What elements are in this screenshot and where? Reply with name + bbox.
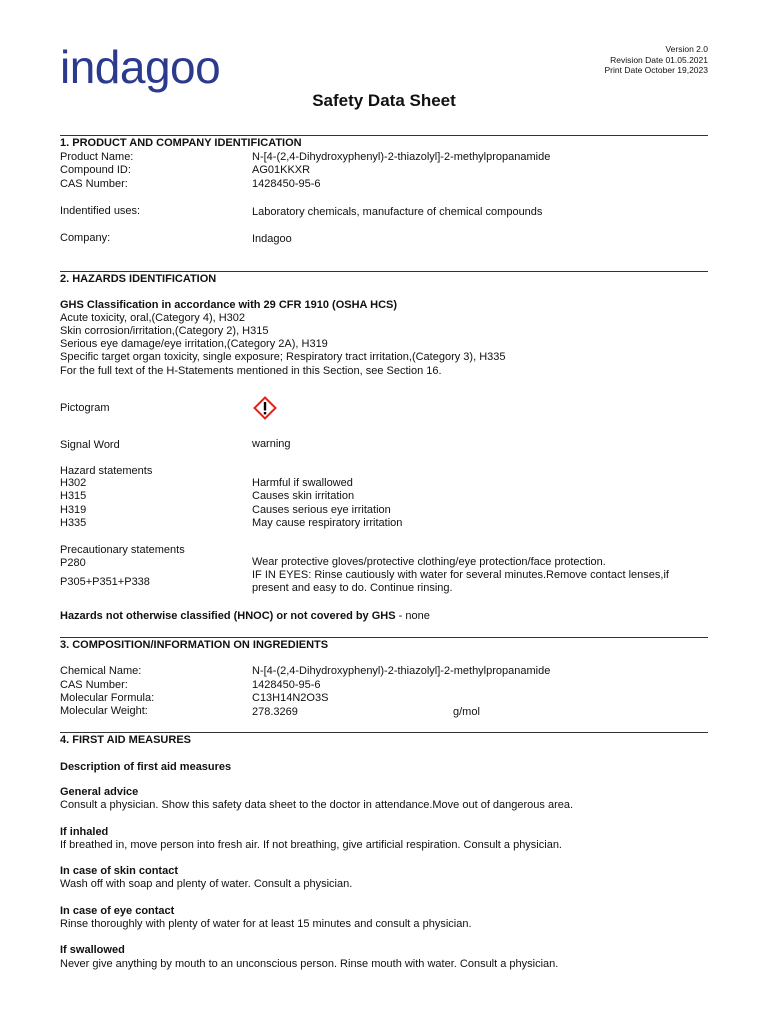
identified-uses-label: Indentified uses: — [60, 205, 141, 217]
hazard-code: H302 — [60, 477, 87, 489]
ghs-line: Specific target organ toxicity, single exposure; Respiratory tract irritation,(Category 3), H335 — [60, 351, 506, 363]
section-3-heading: 3. COMPOSITION/INFORMATION ON INGREDIENTS — [60, 637, 708, 652]
signal-word-value: warning — [252, 438, 291, 450]
ghs-line: For the full text of the H-Statements mentioned in this Section, see Section 16. — [60, 365, 442, 377]
page-title: Safety Data Sheet — [312, 91, 456, 110]
hazard-code: H315 — [60, 490, 87, 502]
first-aid-subheading: General advice — [60, 786, 139, 798]
first-aid-text: Never give anything by mouth to an unconscious person. Rinse mouth with water. Consult a physician. — [60, 958, 559, 970]
section-1-heading: 1. PRODUCT AND COMPANY IDENTIFICATION — [60, 135, 708, 150]
ghs-line: Skin corrosion/irritation,(Category 2), H315 — [60, 325, 269, 337]
chemical-name-value: N-[4-(2,4-Dihydroxyphenyl)-2-thiazolyl]-2-methylpropanamide — [252, 665, 551, 677]
version-text: Version 2.0 — [665, 44, 708, 54]
hazard-text: Causes skin irritation — [252, 490, 355, 502]
hazard-text: May cause respiratory irritation — [252, 517, 403, 529]
hazard-code: H335 — [60, 517, 87, 529]
logo-text: indagoo — [60, 41, 221, 93]
revision-date: Revision Date 01.05.2021 — [610, 54, 708, 65]
product-name-label: Product Name: — [60, 151, 134, 163]
first-aid-subheading: If inhaled — [60, 826, 109, 838]
chemical-name-label: Chemical Name: — [60, 665, 142, 677]
hazard-statements-label: Hazard statements — [60, 465, 153, 477]
ghs-line: Acute toxicity, oral,(Category 4), H302 — [60, 312, 246, 324]
molecular-weight-value: 278.3269 — [252, 706, 298, 718]
hnoc-label: Hazards not otherwise classified (HNOC) or not covered by GHS — [60, 610, 396, 622]
compound-id-label: Compound ID: — [60, 164, 131, 176]
section-4-heading: 4. FIRST AID MEASURES — [60, 732, 708, 747]
ghs-classification-heading: GHS Classification in accordance with 29 CFR 1910 (OSHA HCS) — [60, 299, 398, 311]
hazard-text: Causes serious eye irritation — [252, 504, 391, 516]
precautionary-statements-label: Precautionary statements — [60, 544, 185, 556]
first-aid-text: Rinse thoroughly with plenty of water for at least 15 minutes and consult a physician. — [60, 918, 472, 930]
first-aid-description-heading: Description of first aid measures — [60, 761, 232, 773]
cas-number-label: CAS Number: — [60, 178, 128, 190]
precautionary-code: P305+P351+P338 — [60, 576, 150, 588]
precautionary-text: Wear protective gloves/protective clothing/eye protection/face protection. — [252, 556, 606, 568]
precautionary-text: IF IN EYES: Rinse cautiously with water for several minutes.Remove contact lenses,if — [252, 569, 669, 581]
identified-uses-value: Laboratory chemicals, manufacture of chemical compounds — [252, 206, 543, 218]
molecular-formula-value: C13H14N2O3S — [252, 692, 329, 704]
hazard-text: Harmful if swallowed — [252, 477, 353, 489]
cas-number-value: 1428450-95-6 — [252, 178, 321, 190]
first-aid-subheading: In case of eye contact — [60, 905, 175, 917]
first-aid-text: Consult a physician. Show this safety data sheet to the doctor in attendance.Move out of dangerous area. — [60, 799, 574, 811]
cas-number-label: CAS Number: — [60, 679, 128, 691]
first-aid-text: Wash off with soap and plenty of water. Consult a physician. — [60, 878, 353, 890]
molecular-formula-label: Molecular Formula: — [60, 692, 155, 704]
first-aid-text: If breathed in, move person into fresh air. If not breathing, give artificial respiration. Consult a physician. — [60, 839, 562, 851]
hazard-code: H319 — [60, 504, 87, 516]
exclamation-diamond-icon — [253, 396, 277, 424]
print-date: Print Date October 19,2023 — [604, 65, 708, 75]
first-aid-subheading: In case of skin contact — [60, 865, 178, 877]
first-aid-subheading: If swallowed — [60, 944, 125, 956]
pictogram-label: Pictogram — [60, 402, 110, 414]
cas-number-value: 1428450-95-6 — [252, 679, 321, 691]
company-value: Indagoo — [252, 233, 292, 245]
compound-id-value: AG01KKXR — [252, 164, 311, 176]
precautionary-code: P280 — [60, 557, 86, 569]
hnoc-value: - none — [395, 610, 430, 622]
company-label: Company: — [60, 232, 111, 244]
precautionary-text: present and easy to do. Continue rinsing. — [252, 582, 453, 594]
molecular-weight-unit: g/mol — [453, 706, 480, 718]
product-name-value: N-[4-(2,4-Dihydroxyphenyl)-2-thiazolyl]-2-methylpropanamide — [252, 151, 551, 163]
hnoc-statement — [60, 610, 708, 623]
molecular-weight-label: Molecular Weight: — [60, 705, 148, 717]
ghs-line: Serious eye damage/eye irritation,(Category 2A), H319 — [60, 338, 328, 350]
section-2-heading: 2. HAZARDS IDENTIFICATION — [60, 271, 708, 286]
signal-word-label: Signal Word — [60, 439, 120, 451]
document-meta — [605, 44, 708, 76]
